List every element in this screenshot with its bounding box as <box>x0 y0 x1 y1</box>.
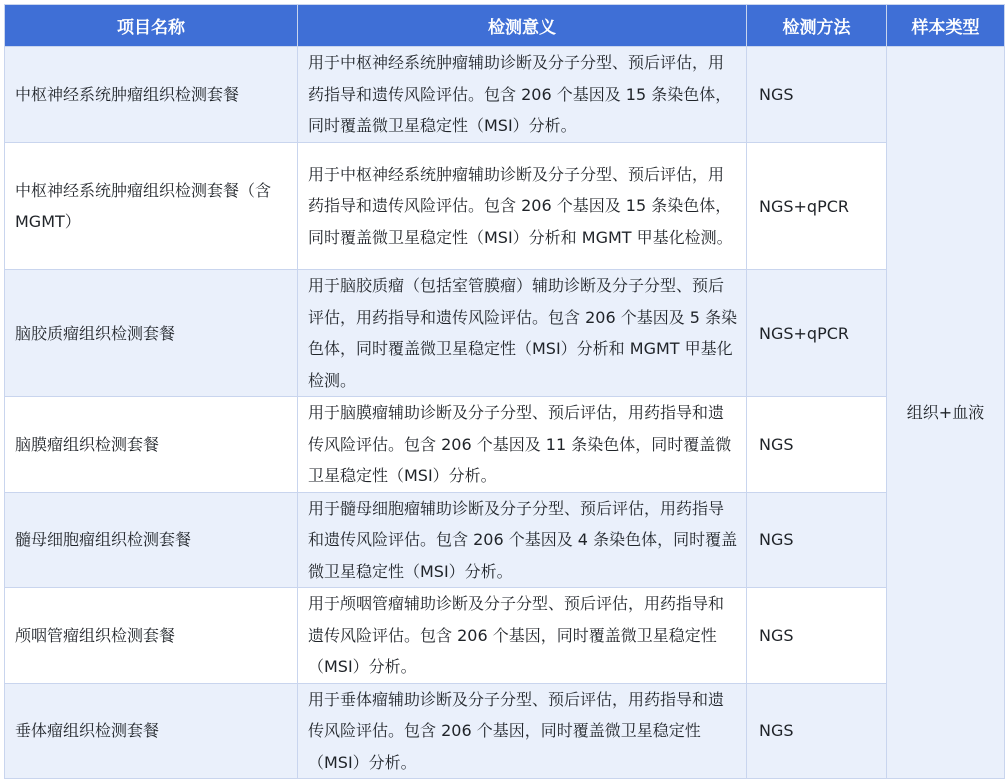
table-row <box>5 47 1005 143</box>
table-row <box>5 270 1005 397</box>
row-meaning: 用于脑胶质瘤（包括室管膜瘤）辅助诊断及分子分型、预后评估，用药指导和遗传风险评估。包含 206 个基因及 5 条染色体，同时覆盖微卫星稳定性（MSI）分析和 MGMT 甲基化检测。 <box>298 270 747 397</box>
test-panel-table <box>4 4 1005 779</box>
row-meaning: 用于中枢神经系统肿瘤辅助诊断及分子分型、预后评估，用药指导和遗传风险评估。包含 206 个基因及 15 条染色体，同时覆盖微卫星稳定性（MSI）分析。 <box>298 47 747 143</box>
row-name: 脑胶质瘤组织检测套餐 <box>5 270 298 397</box>
table-row <box>5 143 1005 270</box>
row-method: NGS <box>747 588 887 684</box>
row-name: 脑膜瘤组织检测套餐 <box>5 397 298 493</box>
row-name: 颅咽管瘤组织检测套餐 <box>5 588 298 684</box>
row-name: 中枢神经系统肿瘤组织检测套餐 <box>5 47 298 143</box>
panel-table-container <box>4 4 1004 773</box>
row-meaning: 用于垂体瘤辅助诊断及分子分型、预后评估，用药指导和遗传风险评估。包含 206 个基因，同时覆盖微卫星稳定性（MSI）分析。 <box>298 683 747 779</box>
row-method: NGS+qPCR <box>747 270 887 397</box>
table-row <box>5 588 1005 684</box>
table-header-row <box>5 5 1005 47</box>
row-method: NGS <box>747 683 887 779</box>
header-name: 项目名称 <box>5 5 298 47</box>
row-method: NGS <box>747 47 887 143</box>
header-method: 检测方法 <box>747 5 887 47</box>
row-meaning: 用于脑膜瘤辅助诊断及分子分型、预后评估，用药指导和遗传风险评估。包含 206 个基因及 11 条染色体，同时覆盖微卫星稳定性（MSI）分析。 <box>298 397 747 493</box>
row-meaning: 用于髓母细胞瘤辅助诊断及分子分型、预后评估，用药指导和遗传风险评估。包含 206 个基因及 4 条染色体，同时覆盖微卫星稳定性（MSI）分析。 <box>298 492 747 588</box>
row-method: NGS <box>747 492 887 588</box>
row-name: 中枢神经系统肿瘤组织检测套餐（含 MGMT） <box>5 143 298 270</box>
row-name: 垂体瘤组织检测套餐 <box>5 683 298 779</box>
table-row <box>5 683 1005 779</box>
row-method: NGS+qPCR <box>747 143 887 270</box>
header-meaning: 检测意义 <box>298 5 747 47</box>
table-row <box>5 397 1005 493</box>
row-name: 髓母细胞瘤组织检测套餐 <box>5 492 298 588</box>
table-row <box>5 492 1005 588</box>
sample-type-cell: 组织+血液 <box>887 47 1005 779</box>
row-meaning: 用于颅咽管瘤辅助诊断及分子分型、预后评估，用药指导和遗传风险评估。包含 206 个基因，同时覆盖微卫星稳定性（MSI）分析。 <box>298 588 747 684</box>
row-method: NGS <box>747 397 887 493</box>
header-sample: 样本类型 <box>887 5 1005 47</box>
row-meaning: 用于中枢神经系统肿瘤辅助诊断及分子分型、预后评估，用药指导和遗传风险评估。包含 206 个基因及 15 条染色体，同时覆盖微卫星稳定性（MSI）分析和 MGMT 甲基化检测。 <box>298 143 747 270</box>
